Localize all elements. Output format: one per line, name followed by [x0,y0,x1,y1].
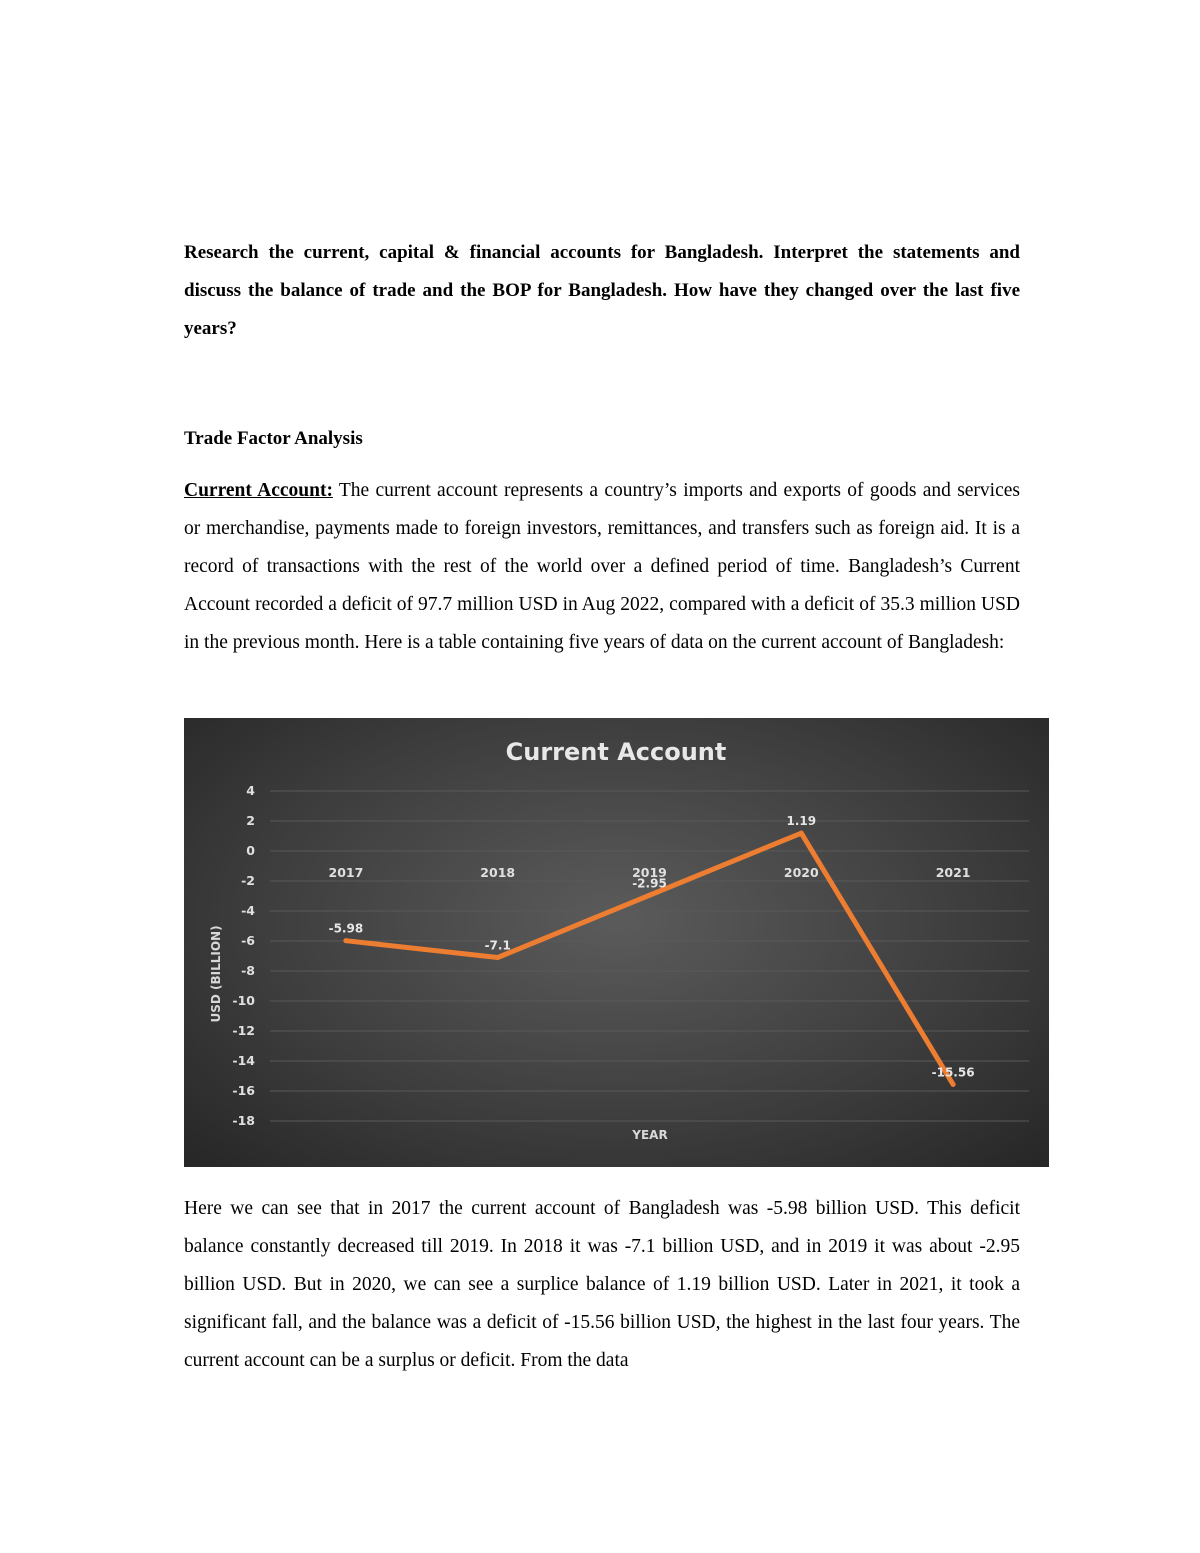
category-label: 2021 [935,865,971,880]
data-point [343,938,348,943]
data-label: -2.95 [632,876,667,891]
current-account-paragraph [184,472,1020,662]
chart-svg [184,718,1049,1167]
current-account-lead: Current Account: [184,480,333,501]
y-tick-label: -10 [232,993,255,1008]
data-label: -7.1 [484,938,511,953]
data-labels [329,814,975,1079]
current-account-chart [184,718,1049,1167]
y-tick-label: -8 [241,963,255,978]
category-label: 2020 [783,865,819,880]
data-point [495,955,500,960]
category-label: 2018 [480,865,516,880]
y-tick-label: -2 [241,873,255,888]
y-tick-label: -6 [241,933,255,948]
analysis-paragraph: Here we can see that in 2017 the current account of Bangladesh was -5.98 billion USD. This deficit balance constantly decreased till 2019. In 2018 it was -7.1 billion USD, and in 2019 it was about -2.95 billion USD. But in 2020, we can see a surplice balance of 1.19 billion USD. Later in 2021, it took a significant fall, and the balance was a deficit of -15.56 billion USD, the highest in the last four years. The current account can be a surplus or deficit. From the data [184,1198,1020,1371]
y-tick-label: -12 [232,1023,255,1038]
data-point [799,831,804,836]
question-heading: Research the current, capital & financial accounts for Bangladesh. Interpret the statements and discuss the balance of trade and the BOP for Bangladesh. How have they changed over the last five years? [184,242,1020,339]
data-point [951,1082,956,1087]
y-tick-label: -18 [232,1113,255,1128]
data-label: -15.56 [931,1065,975,1080]
data-label: 1.19 [786,814,817,829]
y-tick-labels [232,783,255,1128]
data-label: -5.98 [328,921,364,936]
y-tick-label: 0 [246,843,255,858]
category-label: 2017 [328,865,364,880]
chart-title: Current Account [505,738,727,766]
y-tick-label: 4 [246,783,255,798]
grid-lines [270,791,1029,1121]
data-point [647,893,652,898]
current-account-text: The current account represents a country’s imports and exports of goods and services or merchandise, payments made to foreign investors, remittances, and transfers such as foreign aid. It is a record of transactions with the rest of the world over a defined period of time. Bangladesh’s Current Account recorded a deficit of 97.7 million USD in Aug 2022, compared with a deficit of 35.3 million USD in the previous month. Here is a table containing five years of data on the current account of Bangladesh: [184,480,1020,653]
y-tick-label: -4 [241,903,255,918]
x-axis-label: YEAR [632,1128,668,1142]
y-tick-label: -16 [232,1083,255,1098]
section-title: Trade Factor Analysis [184,428,363,449]
y-axis-label: USD (BILLION) [209,925,223,1023]
category-label: 2019 [632,865,667,880]
y-tick-label: -14 [232,1053,255,1068]
y-tick-label: 2 [246,813,255,828]
